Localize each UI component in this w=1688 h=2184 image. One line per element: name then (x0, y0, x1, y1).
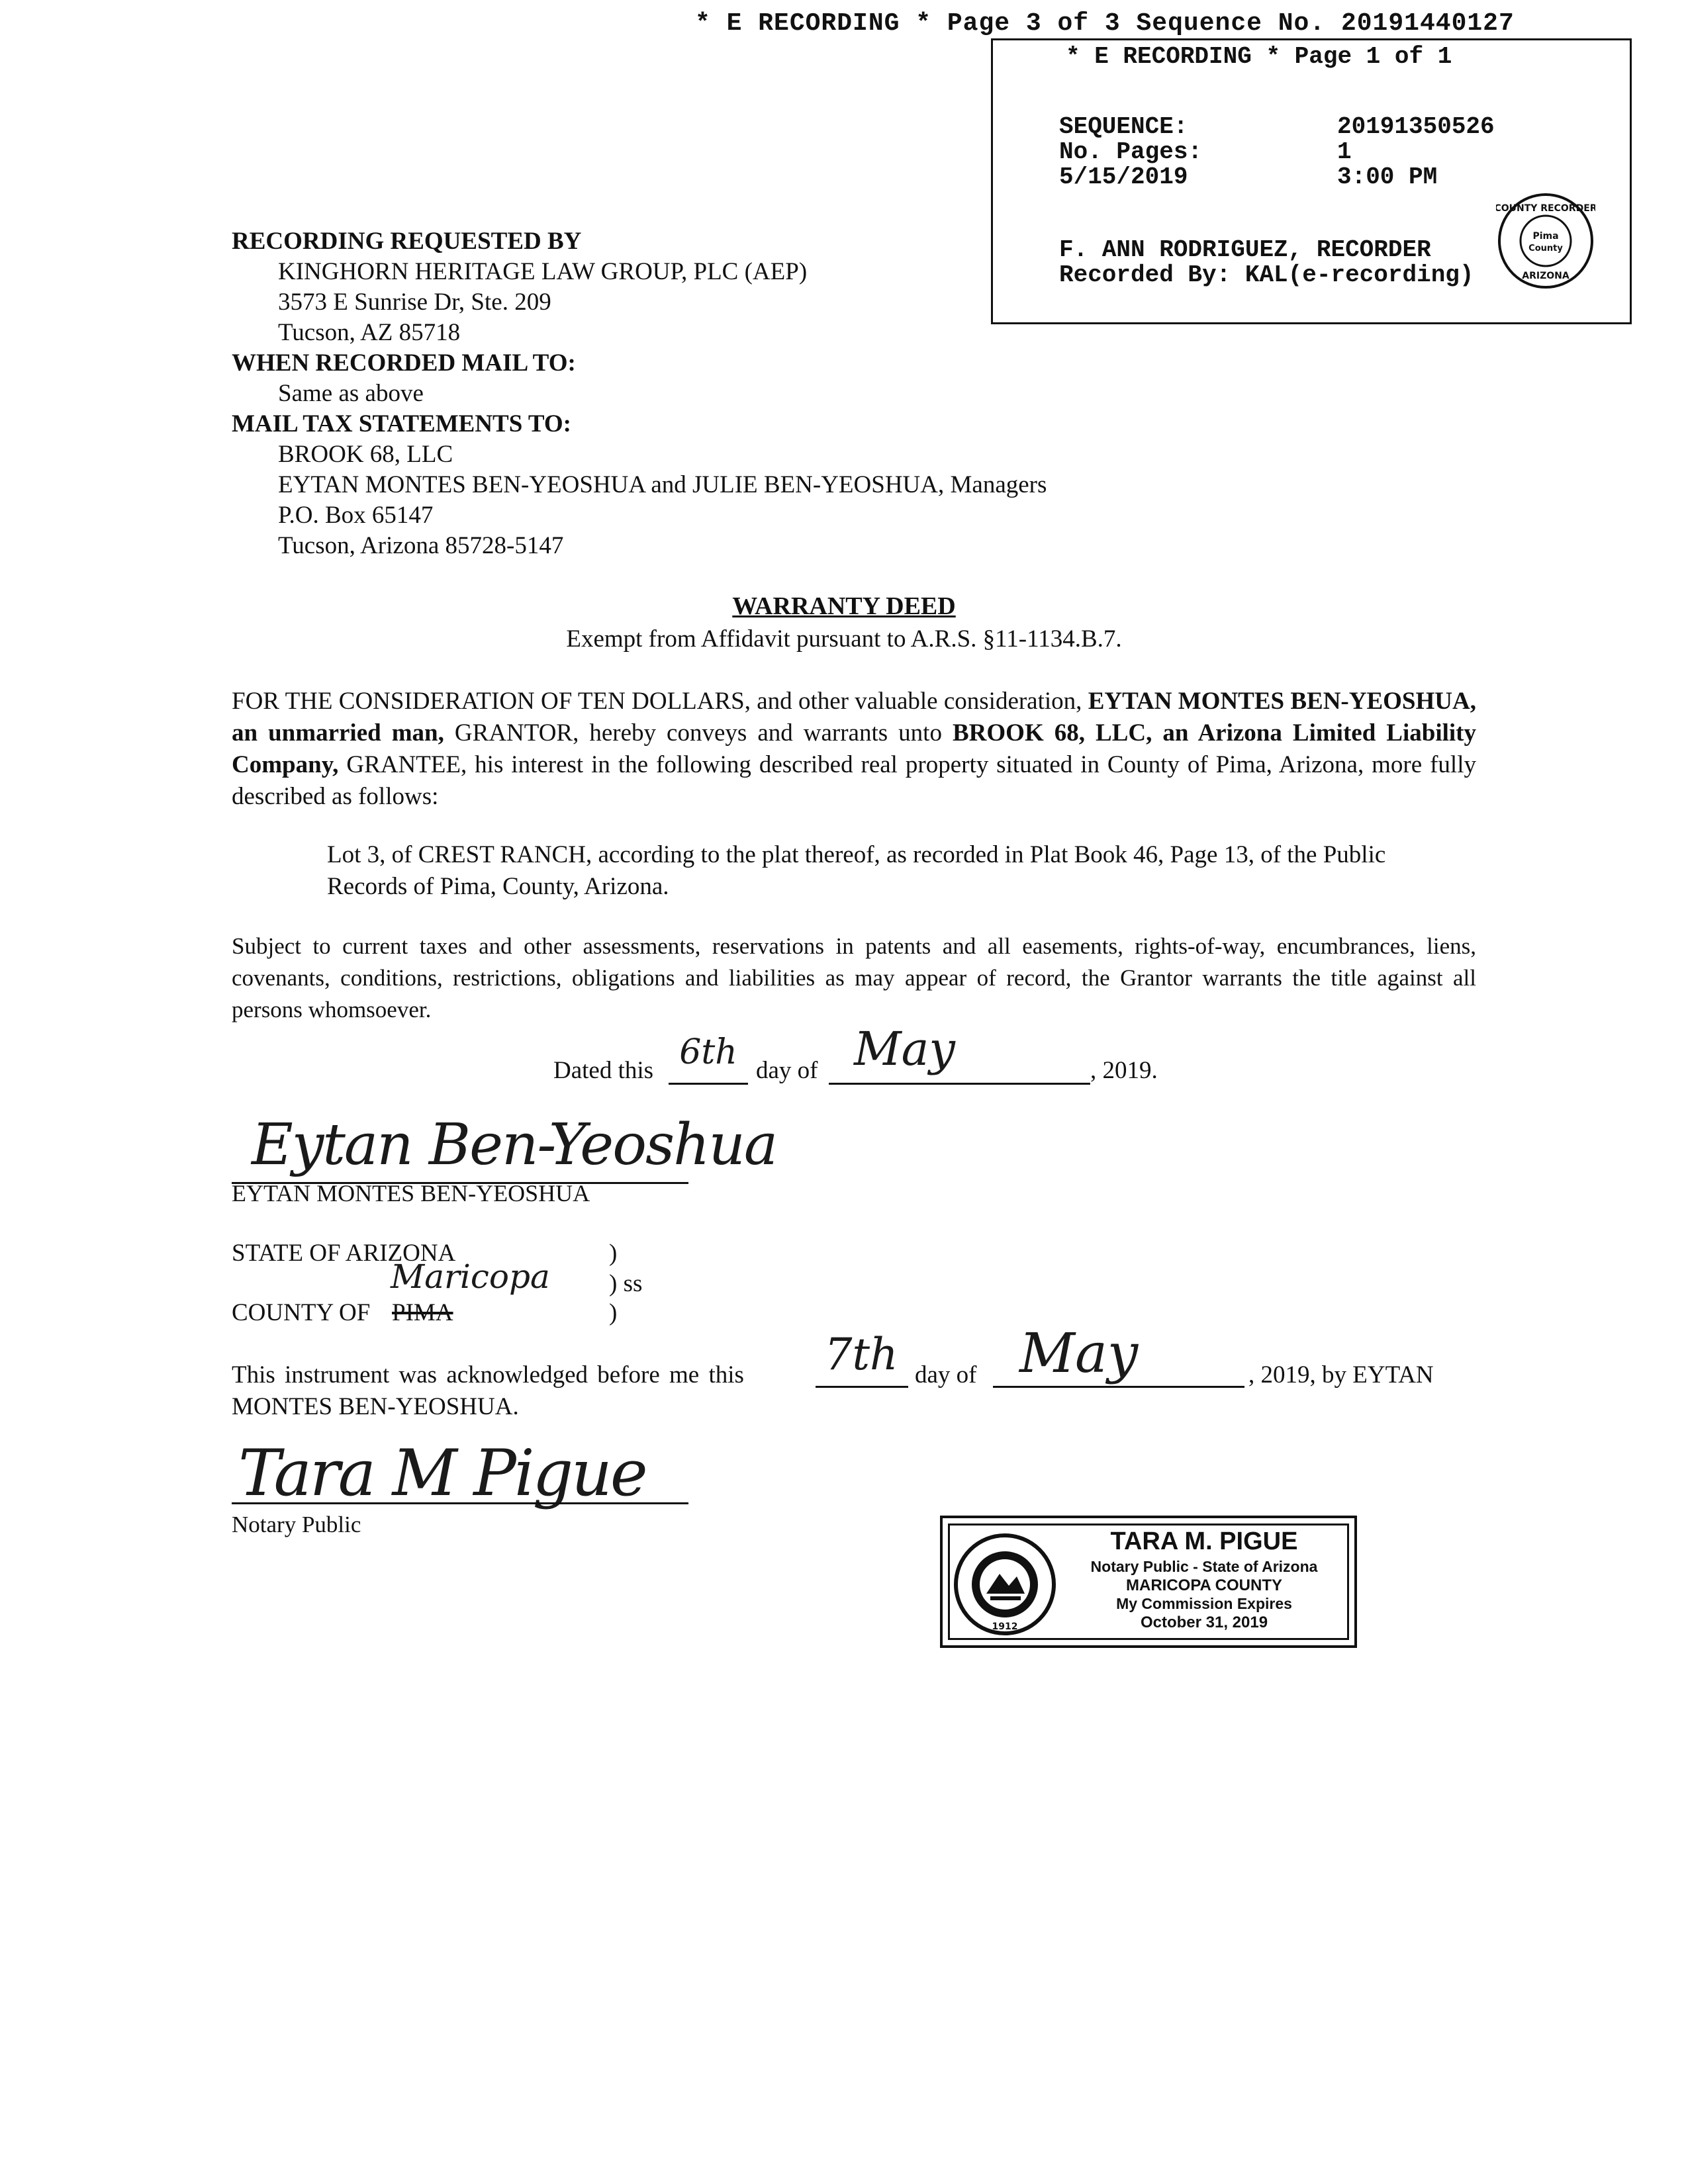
venue-county-prefix: COUNTY OF (232, 1299, 371, 1326)
venue-paren-1: ) (609, 1240, 618, 1267)
consideration-paragraph (232, 686, 1476, 813)
venue-state: STATE OF ARIZONA (232, 1240, 456, 1267)
grantor-name: EYTAN MONTES BEN-YEOSHUA, an unmarried man, (232, 688, 1476, 747)
legal-description: Lot 3, of CREST RANCH, according to the plat thereof, as recorded in Plat Book 46, Page 13, of the Public Records of Pima, County, Arizona. (327, 841, 1386, 900)
county-recorder-seal (1496, 191, 1595, 294)
venue-county-handwritten: Maricopa (391, 1257, 550, 1296)
consideration-text-2: GRANTOR, hereby conveys and warrants unto (444, 719, 953, 747)
notary-public-label: Notary Public (232, 1512, 361, 1537)
notary-stamp-name: TARA M. PIGUE (1110, 1527, 1298, 1555)
sequence-value: 20191350526 (1337, 113, 1495, 140)
grantor-signature: Eytan Ben-Yeoshua (252, 1112, 777, 1178)
notary-stamp (940, 1516, 1357, 1648)
tax-line-4: Tucson, Arizona 85728-5147 (278, 532, 564, 559)
subject-to-paragraph: Subject to current taxes and other assessments, reservations in patents and all easements, rights-of-way, encumbrances, liens, covenants, conditions, restrictions, obligations and liabilities as may appear of record, the Grantor warrants the title against all persons whomsoever. (232, 933, 1476, 1023)
seal-bottom-text: ARIZONA (1522, 271, 1570, 281)
notary-stamp-line-2: MARICOPA COUNTY (1126, 1576, 1282, 1594)
notary-signature: Tara M Pigue (238, 1436, 646, 1510)
ack-day-handwritten: 7th (824, 1329, 898, 1380)
requested-by-line-3: Tucson, AZ 85718 (278, 319, 461, 346)
seal-top-text: COUNTY RECORDER (1496, 203, 1595, 214)
tax-line-1: BROOK 68, LLC (278, 441, 453, 468)
tax-line-3: P.O. Box 65147 (278, 502, 434, 529)
deed-subtitle: Exempt from Affidavit pursuant to A.R.S. §11-1134.B.7. (566, 625, 1122, 653)
dated-prefix: Dated this (553, 1057, 654, 1084)
tax-statements-label: MAIL TAX STATEMENTS TO: (232, 410, 571, 437)
venue-county-struck: PIMA (392, 1299, 453, 1326)
notary-signature-line (232, 1502, 688, 1504)
grantor-printed-name: EYTAN MONTES BEN-YEOSHUA (232, 1180, 590, 1206)
recording-header: * E RECORDING * Page 3 of 3 Sequence No. 20191440127 (695, 9, 1515, 38)
mail-to-line-1: Same as above (278, 380, 424, 407)
dated-month-handwritten: May (854, 1022, 955, 1076)
consideration-text-3: GRANTEE, his interest in the following described real property situated in County of Pima, Arizona, more fully described as follows: (232, 751, 1476, 810)
requested-by-line-1: KINGHORN HERITAGE LAW GROUP, PLC (AEP) (278, 258, 808, 285)
dated-day-line (669, 1083, 748, 1085)
ack-prefix: This instrument was acknowledged before me this (232, 1361, 744, 1388)
pages-label: No. Pages: (1059, 138, 1203, 165)
dated-month-line (829, 1083, 1090, 1085)
dated-day-handwritten: 6th (679, 1032, 737, 1072)
ack-name: MONTES BEN-YEOSHUA. (232, 1393, 519, 1420)
recorder-name: F. ANN RODRIGUEZ, RECORDER (1059, 236, 1431, 263)
recorded-by: Recorded By: KAL(e-recording) (1059, 261, 1474, 289)
venue-paren-2: ) ss (609, 1270, 643, 1297)
ack-month-line (993, 1386, 1244, 1388)
sequence-label: SEQUENCE: (1059, 113, 1188, 140)
consideration-text-1: FOR THE CONSIDERATION OF TEN DOLLARS, and other valuable consideration, (232, 688, 1088, 715)
record-time: 3:00 PM (1337, 163, 1438, 191)
stamp-title: * E RECORDING * Page 1 of 1 (1066, 43, 1452, 70)
requested-by-line-2: 3573 E Sunrise Dr, Ste. 209 (278, 289, 551, 316)
notary-stamp-line-4: October 31, 2019 (1140, 1614, 1268, 1631)
ack-suffix: , 2019, by EYTAN (1248, 1361, 1434, 1388)
mail-to-label: WHEN RECORDED MAIL TO: (232, 349, 576, 377)
ack-day-line (816, 1386, 908, 1388)
tax-line-2: EYTAN MONTES BEN-YEOSHUA and JULIE BEN-YEOSHUA, Managers (278, 471, 1047, 498)
recording-stamp (991, 38, 1632, 324)
record-date: 5/15/2019 (1059, 163, 1188, 191)
seal-year: 1912 (992, 1621, 1018, 1632)
deed-title: WARRANTY DEED (732, 592, 956, 620)
notary-stamp-line-1: Notary Public - State of Arizona (1090, 1558, 1318, 1575)
ack-mid: day of (915, 1361, 977, 1388)
grantee-name: BROOK 68, LLC, an Arizona Limited Liability Company, (232, 719, 1477, 778)
dated-mid: day of (756, 1057, 818, 1084)
seal-center-text-1: Pima (1532, 231, 1559, 242)
requested-by-label: RECORDING REQUESTED BY (232, 228, 582, 255)
pages-value: 1 (1337, 138, 1352, 165)
arizona-state-seal (953, 1533, 1056, 1639)
venue-paren-3: ) (609, 1299, 618, 1326)
notary-stamp-line-3: My Commission Expires (1116, 1595, 1292, 1612)
ack-month-handwritten: May (1019, 1322, 1139, 1385)
seal-center-text-2: County (1528, 244, 1563, 253)
dated-suffix: , 2019. (1090, 1057, 1158, 1084)
